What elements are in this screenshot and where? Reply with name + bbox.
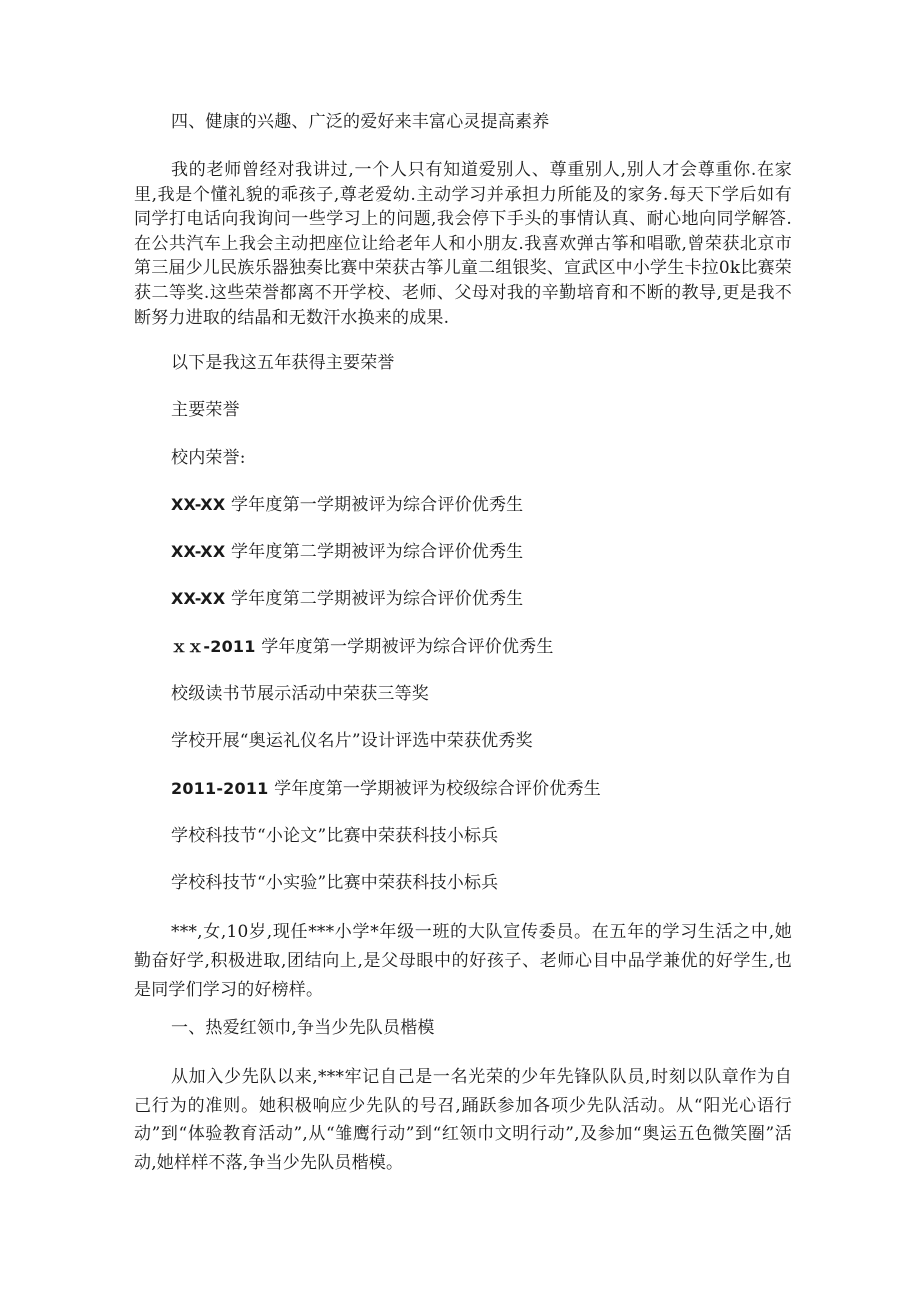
honor-item xyxy=(171,729,533,753)
school-honors-title: 校内荣誉: xyxy=(171,448,246,468)
honor-year: XX-XX xyxy=(171,542,226,561)
honor-item xyxy=(171,682,429,706)
honors-intro: 以下是我这五年获得主要荣誉 xyxy=(171,353,395,373)
honor-text: 学年度第一学期被评为综合评价优秀生 xyxy=(230,495,524,515)
honor-item xyxy=(171,824,498,848)
honor-text: 学校科技节“小实验”比赛中荣获科技小标兵 xyxy=(171,873,499,893)
honor-item xyxy=(171,587,523,611)
section-4-heading: 四、健康的兴趣、广泛的爱好来丰富心灵提高素养 xyxy=(171,112,550,132)
honor-item xyxy=(171,635,554,659)
honor-year: XX-XX xyxy=(171,589,226,608)
honor-item xyxy=(171,871,498,895)
honor-text: 学年度第二学期被评为综合评价优秀生 xyxy=(230,542,524,562)
honor-text: 校级读书节展示活动中荣获三等奖 xyxy=(171,684,429,704)
section-1-heading: 一、热爱红领巾,争当少先队员楷模 xyxy=(171,1018,435,1038)
honor-item xyxy=(171,540,523,564)
honor-text: 学校开展“奥运礼仪名片”设计评选中荣获优秀奖 xyxy=(171,731,533,751)
honor-item xyxy=(171,777,601,801)
profile-paragraph: ***,女,10岁,现任***小学*年级一班的大队宣传委员。在五年的学习生活之中,她勤奋好学,积极进取,团结向上,是父母眼中的好孩子、老师心目中品学兼优的好学生,也是同学们学习的好榜样。 xyxy=(134,922,792,1000)
honor-text: 学年度第一学期被评为校级综合评价优秀生 xyxy=(274,779,601,799)
honor-year: 2011-2011 xyxy=(171,779,269,798)
honor-item xyxy=(171,493,523,517)
honor-year: XX-XX xyxy=(171,495,226,514)
honor-year: ｘｘ-2011 xyxy=(171,637,256,656)
section-1-paragraph: 从加入少先队以来,***牢记自己是一名光荣的少年先锋队队员,时刻以队章作为自己行为的准则。她积极响应少先队的号召,踊跃参加各项少先队活动。从“阳光心语行动”到“体验教育活动”,从“雏鹰行动”到“红领巾文明行动”,及参加“奥运五色微笑圈”活动,她样样不落,争当少先队员楷模。 xyxy=(134,1067,792,1173)
honor-text: 学校科技节“小论文”比赛中荣获科技小标兵 xyxy=(171,826,499,846)
honor-text: 学年度第一学期被评为综合评价优秀生 xyxy=(261,637,554,657)
main-honors-title: 主要荣誉 xyxy=(171,400,240,420)
section-4-paragraph: 我的老师曾经对我讲过,一个人只有知道爱别人、尊重别人,别人才会尊重你.在家里,我是个懂礼貌的乖孩子,尊老爱幼.主动学习并承担力所能及的家务.每天下学后如有同学打电话向我询问一些学习上的问题,我会停下手头的事情认真、耐心地向同学解答.在公共汽车上我会主动把座位让给老年人和小朋友.我喜欢弹古筝和唱歌,曾荣获北京市第三届少儿民族乐器独奏比赛中荣获古筝儿童二组银奖、宣武区中小学生卡拉0k比赛荣获二等奖.这些荣誉都离不开学校、老师、父母对我的辛勤培育和不断的教导,更是我不断努力进取的结晶和无数汗水换来的成果. xyxy=(134,160,792,328)
honor-text: 学年度第二学期被评为综合评价优秀生 xyxy=(230,589,524,609)
